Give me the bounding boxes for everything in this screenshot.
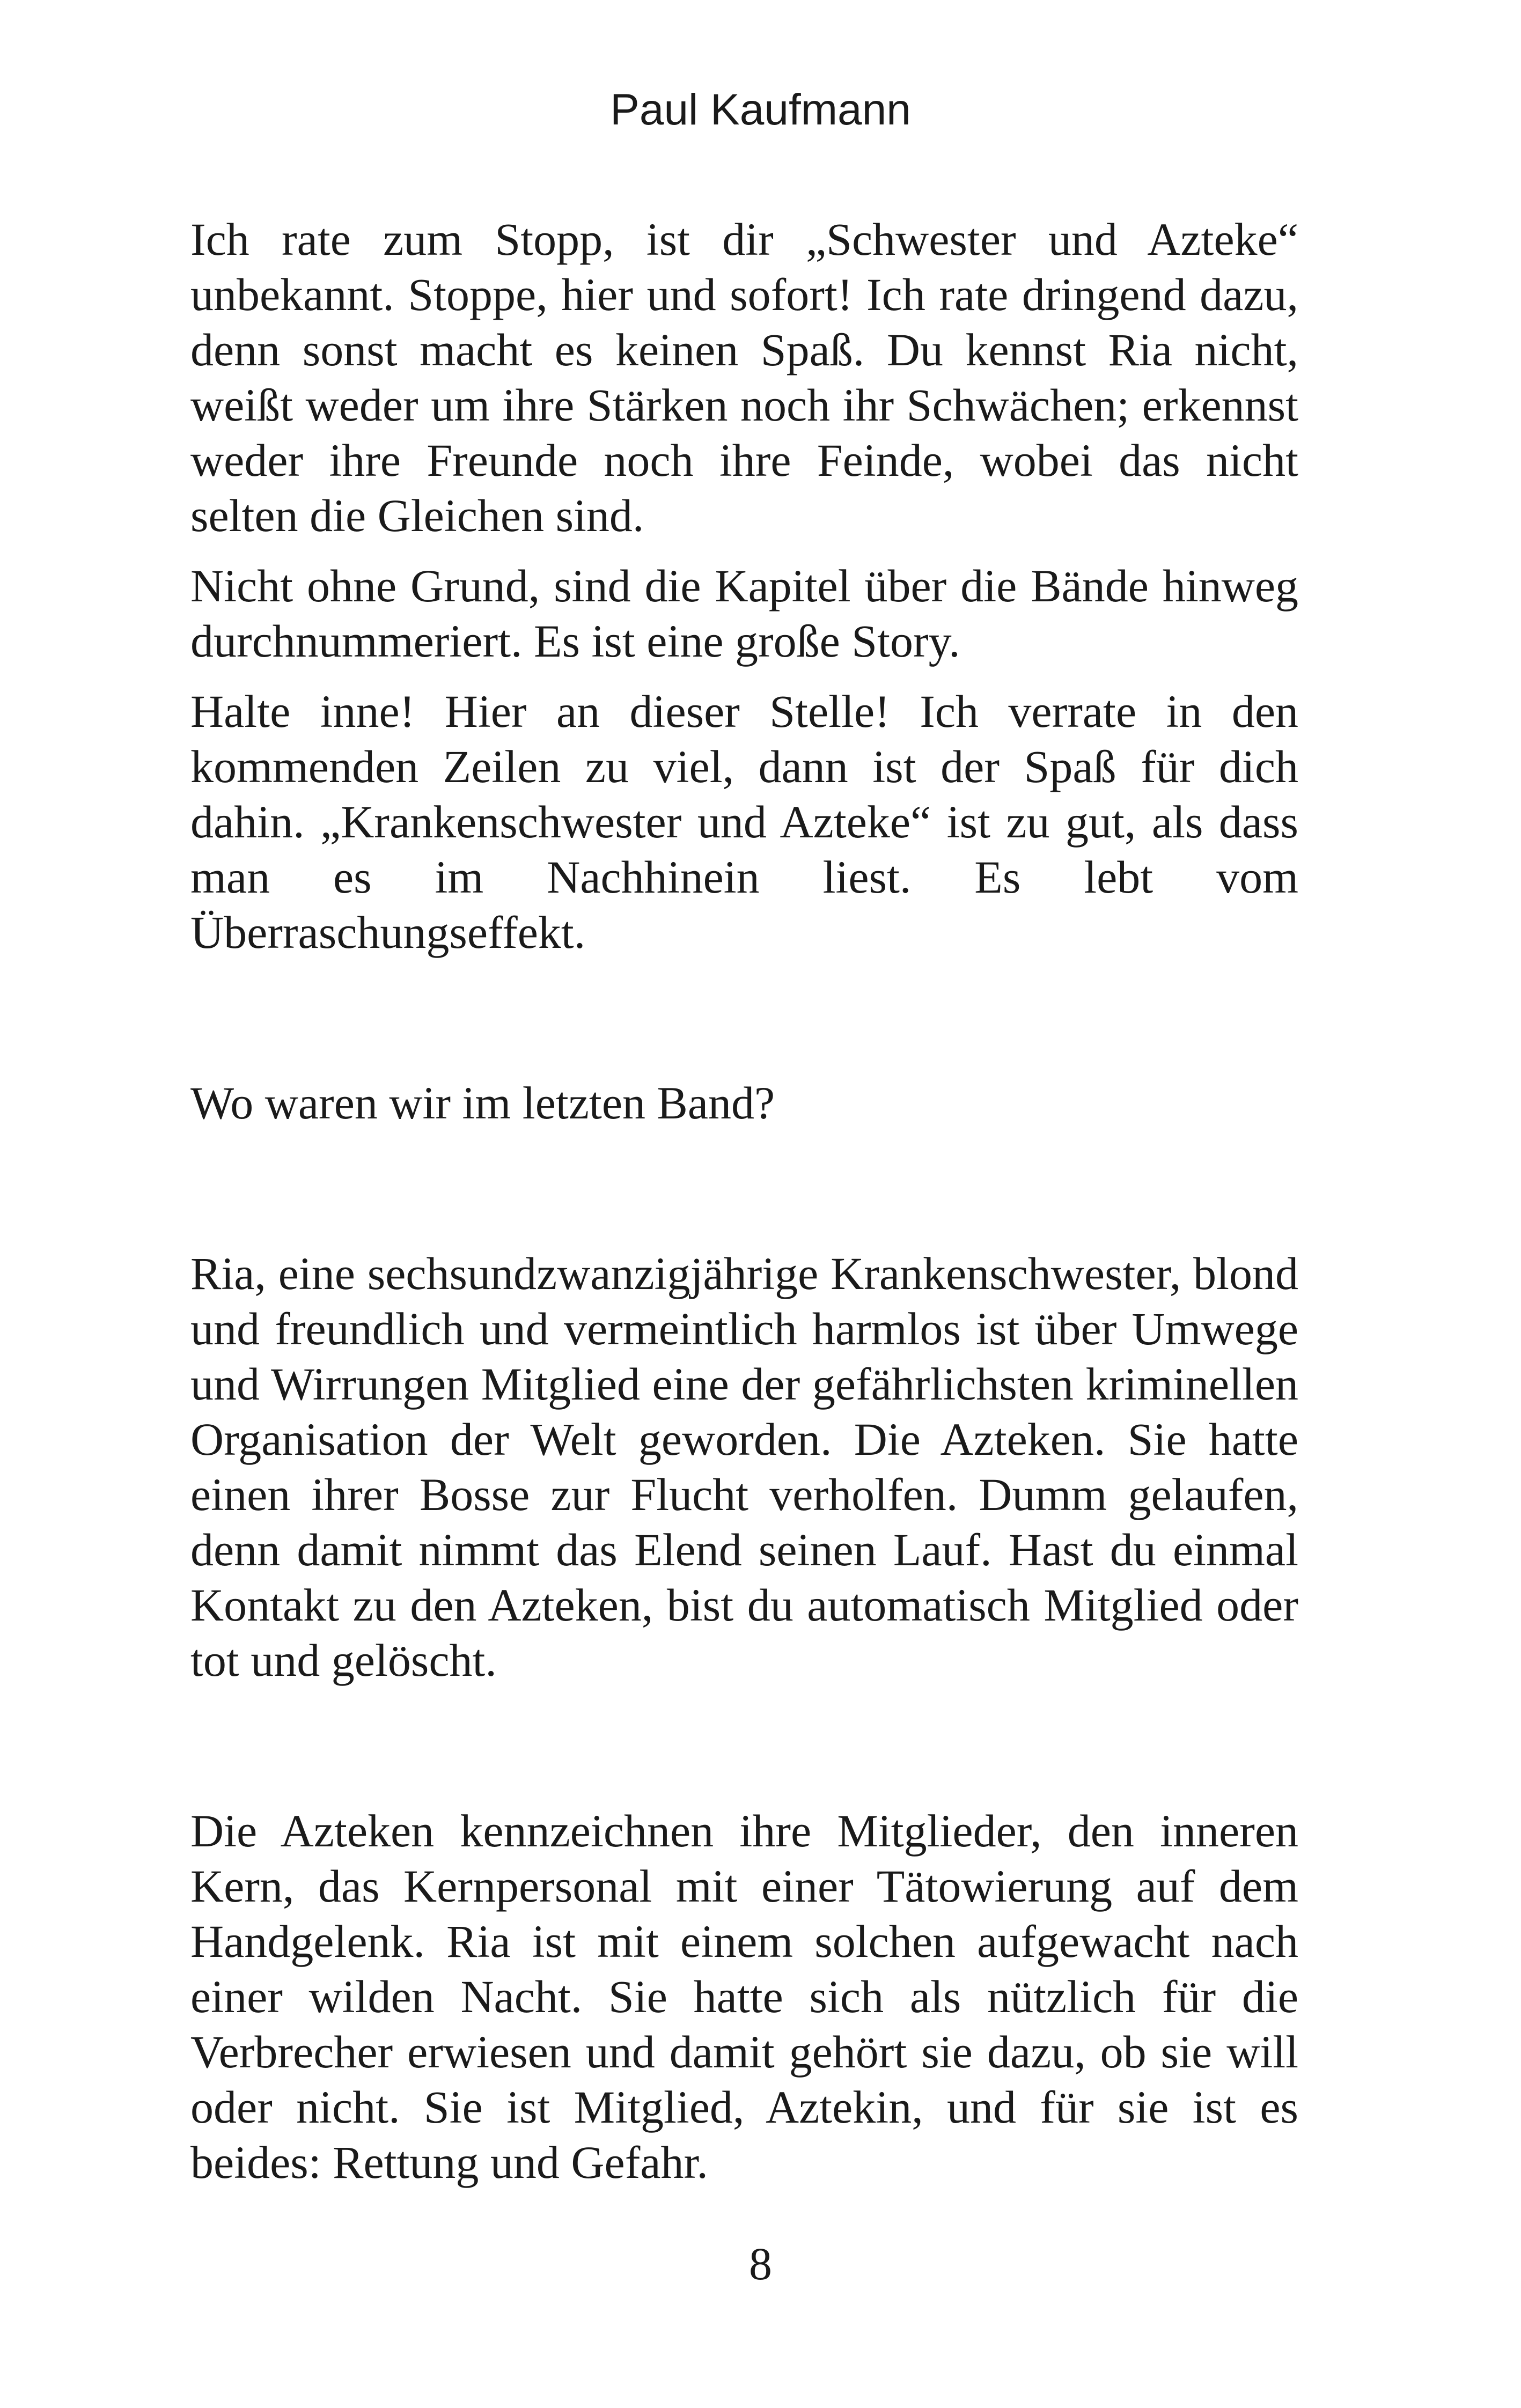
body-text [190,212,1298,2190]
page-number: 8 [749,2238,772,2289]
paragraph-recap-azteken: Die Azteken kennzeichnen ihre Mitglieder, den inneren Kern, das Kernpersonal mit einer Tätowierung auf dem Handgelenk. Ria ist mit einem solchen aufgewacht nach einer wilden Nacht. Sie hatte sich als nützlich für die Verbrecher erwiesen und damit gehört sie dazu, ob sie will oder nicht. Sie ist Mitglied, Aztekin, und für sie ist es beides: Rettung und Gefahr. [190,1805,1298,2188]
paragraph-recap-ria: Ria, eine sechsundzwanzigjährige Krankenschwester, blond und freundlich und vermeintlich harmlos ist über Umwege und Wirrungen Mitglied eine der gefährlichsten kriminellen Organisation der Welt geworden. Die Azteken. Sie hatte einen ihrer Bosse zur Flucht verholfen. Dumm gelaufen, denn damit nimmt das Elend seinen Lauf. Hast du einmal Kontakt zu den Azteken, bist du automatisch Mitglied oder tot und gelöscht. [190,1248,1298,1686]
running-header-author: Paul Kaufmann [610,85,911,134]
paragraph-warning: Ich rate zum Stopp, ist dir „Schwester und Azteke“ unbekannt. Stoppe, hier und sofort! Ich rate dringend dazu, denn sonst macht es keinen Spaß. Du kennst Ria nicht, weißt weder um ihre Stärken noch ihr Schwächen; erkennst weder ihre Freunde noch ihre Feinde, wobei das nicht selten die Gleichen sind. [190,213,1298,541]
paragraph-chapters: Nicht ohne Grund, sind die Kapitel über die Bände hinweg durchnummeriert. Es ist eine große Story. [190,560,1298,667]
paragraph-halt: Halte inne! Hier an dieser Stelle! Ich verrate in den kommenden Zeilen zu viel, dann ist der Spaß für dich dahin. „Krankenschwester und Azteke“ ist zu gut, als dass man es im Nachhinein liest. Es lebt vom Überraschungseffekt. [190,686,1298,958]
paragraph-recap-question: Wo waren wir im letzten Band? [190,1077,775,1129]
